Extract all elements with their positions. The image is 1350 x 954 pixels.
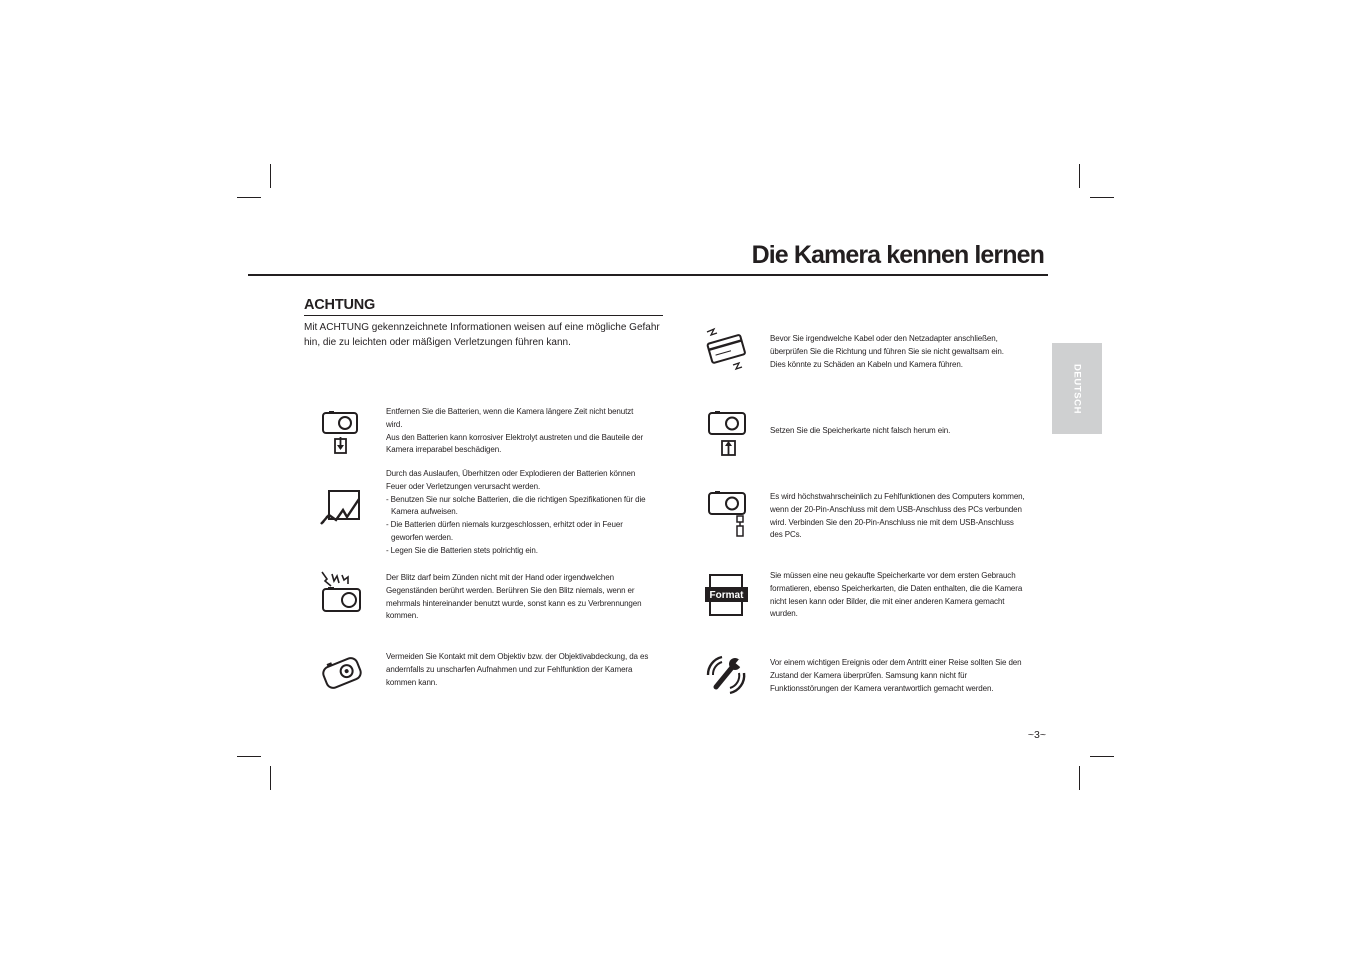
camera-battery-remove-icon <box>320 408 364 458</box>
service-wrench-icon <box>704 651 748 701</box>
crop-mark <box>237 756 261 757</box>
crop-mark <box>1079 164 1080 188</box>
card-direction-icon <box>704 324 748 374</box>
crop-mark <box>1090 197 1114 198</box>
caution-text: Entfernen Sie die Batterien, wenn die Kamera längere Zeit nicht benutzt wird. Aus den Batterien kann korrosiver Elektrolyt austreten und die Bauteile der Kamera irreparabel beschädigen. <box>386 407 644 455</box>
crop-mark <box>1090 756 1114 757</box>
caution-text: Vermeiden Sie Kontakt mit dem Objektiv bzw. der Objektivabdeckung, da es andernfalls zu unscharfen Aufnahmen und zur Fehlfunktion der Kamera kommen kann. <box>386 652 649 687</box>
language-tab <box>1052 343 1102 434</box>
crop-mark <box>270 164 271 188</box>
caution-text: Es wird höchstwahrscheinlich zu Fehlfunktionen des Computers kommen, wenn der 20-Pin-Anschluss mit dem USB-Anschluss des PCs verbunden wird. Verbinden Sie den 20-Pin-Anschluss nie mit dem USB-Anschluss des PCs. <box>770 492 1025 540</box>
language-tab-label: DEUTSCH <box>1071 363 1083 414</box>
caution-text: Setzen Sie die Speicherkarte nicht falsch herum ein. <box>770 426 951 435</box>
caution-text: Vor einem wichtigen Ereignis oder dem Antritt einer Reise sollten Sie den Zustand der Kamera überprüfen. Samsung kann nicht für Funktionsstörungen der Kamera verantwortlich gemacht werden. <box>770 658 1022 693</box>
caution-text: Bevor Sie irgendwelche Kabel oder den Netzadapter anschließen, überprüfen Sie die Richtung und führen Sie sie nicht gewaltsam ein. Dies könnte zu Schäden an Kabeln und Kamera führen. <box>770 334 1004 369</box>
caution-text: Der Blitz darf beim Zünden nicht mit der Hand oder irgendwelchen Gegenständen berührt werden. Berühren Sie den Blitz niemals, wenn er mehrmals hintereinander benutzt wurde, sonst kann es zu Verbrennungen kommen. <box>386 573 642 621</box>
title-divider <box>248 274 1048 276</box>
caution-text: Sie müssen eine neu gekaufte Speicherkarte vor dem ersten Gebrauch formatieren, ebenso Speicherkarten, die Daten enthalten, die die Kamera nicht lesen kann oder Bilder, die mit einer anderen Kamera gemacht wurden. <box>770 571 1023 619</box>
camera-card-insert-icon <box>706 408 750 458</box>
lens-contact-icon <box>320 651 364 701</box>
page-title: Die Kamera kennen lernen <box>751 241 1044 269</box>
crop-mark <box>1079 766 1080 790</box>
page-number: ~3~ <box>1027 729 1046 741</box>
crop-mark <box>270 766 271 790</box>
battery-explosion-icon <box>320 488 364 538</box>
section-heading: ACHTUNG <box>304 297 376 313</box>
format-badge-label: Format <box>709 590 744 601</box>
crop-mark <box>237 197 261 198</box>
intro-paragraph: Mit ACHTUNG gekennzeichnete Informationen weisen auf eine mögliche Gefahr hin, die zu leichten oder mäßigen Verletzungen führen kann. <box>304 322 660 348</box>
caution-text: Durch das Auslaufen, Überhitzen oder Explodieren der Batterien können Feuer oder Verletzungen verursacht werden. - Benutzen Sie nur solche Batterien, die die richtigen Spezifikationen für die Kamera aufweisen. - Die Batterien dürfen niemals kurzgeschlossen, erhitzt oder in Feuer geworfen werden. - Legen Sie die Batterien stets polrichtig ein. <box>386 469 646 555</box>
heading-divider <box>304 315 663 316</box>
format-card-icon <box>704 572 748 622</box>
flash-burn-icon <box>320 568 364 618</box>
camera-usb-icon <box>706 488 750 538</box>
